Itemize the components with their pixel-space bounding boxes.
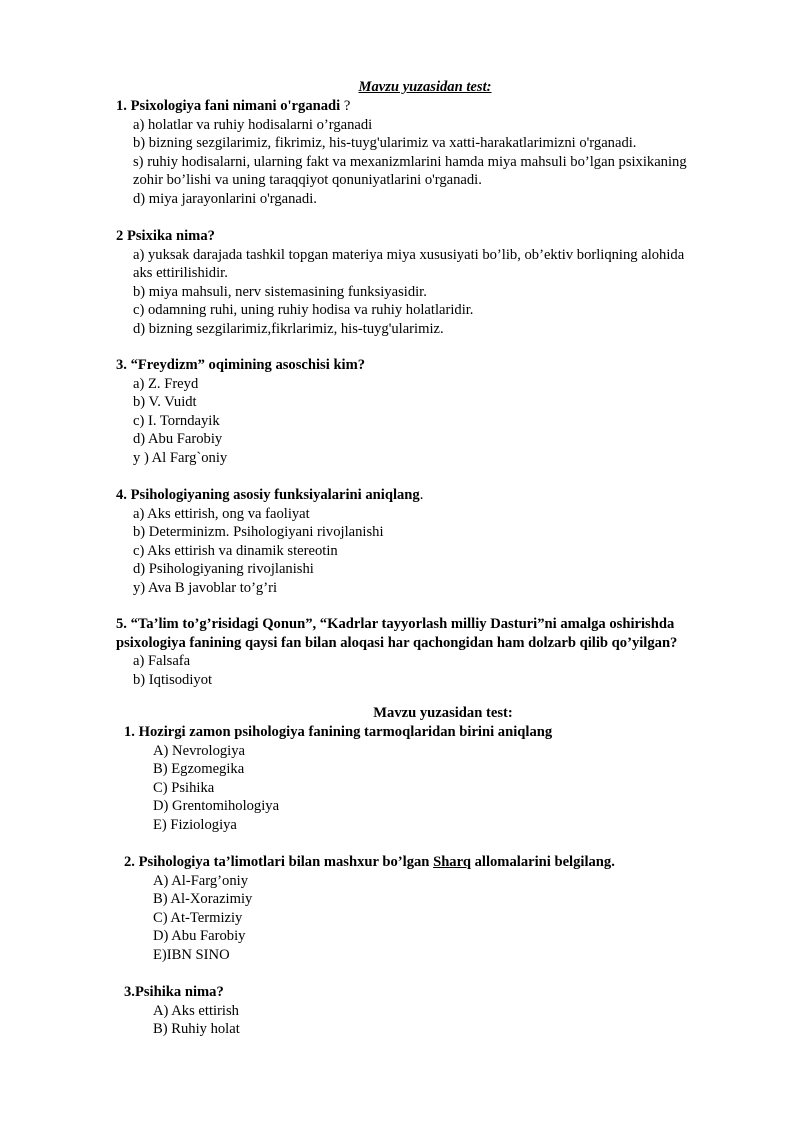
question-block-4 [116, 486, 766, 597]
question-block-2 [116, 227, 766, 338]
document-title: Mavzu yuzasidan test: [358, 79, 492, 95]
answer-option: c) odamning ruhi, uning ruhiy hodisa va ruhiy holatlaridir. [133, 302, 474, 318]
answer-option: s) ruhiy hodisalarni, ularning fakt va mexanizmlarini hamda miya mahsuli bo’lgan psixikaning [133, 153, 687, 170]
section-title: Mavzu yuzasidan test: [373, 705, 513, 721]
answer-option: D) Abu Farobiy [153, 928, 246, 944]
answer-option: C) Psihika [153, 779, 215, 796]
answer-option: d) miya jarayonlarini o'rganadi. [133, 190, 317, 207]
answer-option: E) Fiziologiya [153, 816, 237, 833]
answer-option: D) Grentomihologiya [153, 798, 280, 814]
answer-option-continuation: aks ettirilishidir. [133, 265, 228, 281]
answer-option: b) miya mahsuli, nerv sistemasining funksiyasidir. [133, 283, 427, 300]
question-block-5 [116, 615, 796, 689]
answer-option: d) Psihologiyaning rivojlanishi [133, 561, 314, 577]
answer-option: B) Ruhiy holat [153, 1021, 240, 1037]
answer-option: b) bizning sezgilarimiz, fikrimiz, his-tuyg'ularimiz va xatti-harakatlarimizni o'rganadi. [133, 135, 637, 151]
answer-option: E)IBN SINO [153, 946, 230, 963]
answer-option: A) Nevrologiya [153, 742, 245, 759]
answer-option: c) Aks ettirish va dinamik stereotin [133, 542, 338, 559]
question-text: 5. “Ta’lim to’g’risidagi Qonun”, “Kadrlar tayyorlash milliy Dasturi”ni amalga oshirishda [116, 616, 675, 632]
question-block-1 [116, 97, 766, 208]
answer-option: y) Ava B javoblar to’g’ri [133, 579, 278, 596]
question-text: 1. Hozirgi zamon psihologiya fanining tarmoqlaridan birini aniqlang [124, 724, 553, 740]
answer-option: a) Falsafa [133, 653, 191, 669]
answer-option-continuation: zohir bo’lishi va uning taraqqiyot qonuniyatlarini o'rganadi. [133, 172, 482, 188]
answer-option: A) Aks ettirish [153, 1002, 239, 1019]
section-b-question-1 [124, 723, 764, 834]
answer-option: b) V. Vuidt [133, 394, 197, 410]
question-text: 2 Psixika nima? [116, 228, 215, 244]
question-text: 3.Psihika nima? [124, 984, 224, 1000]
answer-option: C) At-Termiziy [153, 909, 243, 926]
question-text: 1. Psixologiya fani nimani o'rganadi ? [116, 98, 351, 114]
answer-option: b) Iqtisodiyot [133, 671, 213, 688]
answer-option: A) Al-Farg’oniy [153, 872, 248, 889]
answer-option: y ) Al Farg`oniy [133, 449, 228, 466]
answer-option: b) Determinizm. Psihologiyani rivojlanishi [133, 524, 384, 540]
answer-option: a) Z. Freyd [133, 375, 199, 392]
answer-option: B) Egzomegika [153, 761, 245, 777]
answer-option: d) bizning sezgilarimiz,fikrlarimiz, his-tuyg'ularimiz. [133, 320, 444, 337]
question-text: 2. Psihologiya ta’limotlari bilan mashxur bo’lgan Sharq allomalarini belgilang. [124, 854, 615, 870]
answer-option: a) holatlar va ruhiy hodisalarni o’rganadi [133, 116, 373, 133]
section-b-question-3 [124, 983, 764, 1039]
section-b-question-2 [124, 853, 764, 964]
question-text-continuation: psixologiya fanining qaysi fan bilan aloqasi har qachongidan ham dolzarb qilib qo’yilgan? [116, 634, 678, 651]
answer-option: d) Abu Farobiy [133, 431, 223, 447]
question-block-3 [116, 356, 766, 467]
answer-option: a) Aks ettirish, ong va faoliyat [133, 505, 310, 522]
question-text: 4. Psihologiyaning asosiy funksiyalarini aniqlang. [116, 487, 424, 503]
answer-option: B) Al-Xorazimiy [153, 891, 253, 907]
question-text: 3. “Freydizm” oqimining asoschisi kim? [116, 357, 366, 373]
answer-option: c) I. Torndayik [133, 412, 220, 429]
answer-option: a) yuksak darajada tashkil topgan materiya miya xususiyati bo’lib, ob’ektiv borliqning alohida [133, 246, 685, 263]
